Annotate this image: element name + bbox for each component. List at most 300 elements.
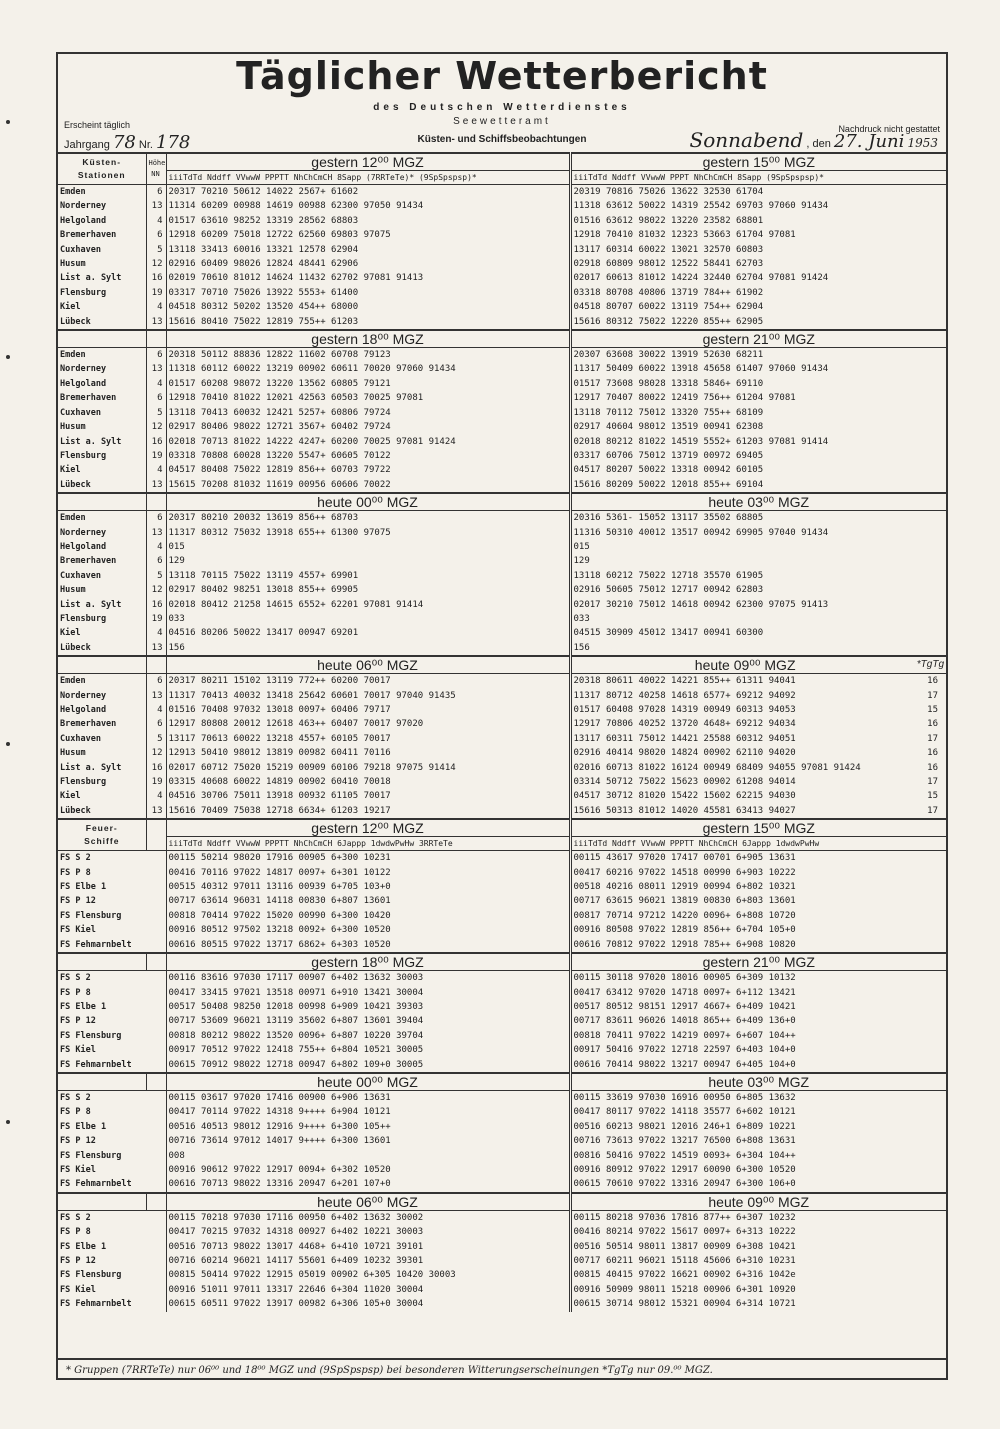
obs-left: 156 bbox=[166, 641, 570, 656]
table-row bbox=[58, 1149, 946, 1163]
section-title-right: gestern 21⁰⁰ MGZ bbox=[570, 953, 946, 971]
blank-cell bbox=[146, 1193, 166, 1211]
obs-right: 015 bbox=[573, 541, 590, 552]
table-row bbox=[58, 348, 946, 363]
obs-left: 00917 70512 97022 12418 755++ 6+804 10521 30005 bbox=[166, 1043, 570, 1057]
table-row bbox=[58, 1043, 946, 1057]
obs-right: 12917 70407 80022 12419 756++ 61204 97081 bbox=[573, 393, 796, 404]
obs-right: 11318 63612 50022 14319 25542 69703 97060 91434 bbox=[573, 201, 829, 212]
obs-right: 11316 50310 40012 13517 00942 69905 97040 91434 bbox=[573, 527, 829, 538]
station-name: Emden bbox=[58, 185, 146, 200]
ship-name: FS P 12 bbox=[58, 1254, 166, 1268]
station-height: 13 bbox=[146, 526, 166, 540]
section-title-left: gestern 18⁰⁰ MGZ bbox=[166, 330, 570, 348]
station-name: Kiel bbox=[58, 463, 146, 477]
obs-left: 00916 90612 97022 12917 0094+ 6+302 10520 bbox=[166, 1163, 570, 1177]
station-height: 13 bbox=[146, 641, 166, 656]
station-height: 6 bbox=[146, 674, 166, 689]
tgtg-value bbox=[910, 1000, 946, 1014]
section-title-right: gestern 15⁰⁰ MGZ bbox=[570, 819, 946, 837]
station-name: Helgoland bbox=[58, 214, 146, 228]
station-height: 6 bbox=[146, 348, 166, 363]
table-row bbox=[58, 478, 946, 493]
table-row bbox=[58, 986, 946, 1000]
ship-name: FS Fehmarnbelt bbox=[58, 938, 166, 953]
table-row bbox=[58, 804, 946, 819]
station-height: 6 bbox=[146, 391, 166, 405]
obs-left: 00516 40513 98012 12916 9++++ 6+300 105++ bbox=[166, 1120, 570, 1134]
table-row bbox=[58, 1163, 946, 1177]
blank-cell bbox=[58, 493, 146, 511]
obs-left: 00716 73614 97012 14017 9++++ 6+300 13601 bbox=[166, 1134, 570, 1148]
station-name: Norderney bbox=[58, 199, 146, 213]
obs-right: 03314 50712 75022 15623 00902 61208 94014 bbox=[573, 777, 796, 788]
table-row bbox=[58, 1240, 946, 1254]
table-row bbox=[58, 1225, 946, 1239]
table-row bbox=[58, 894, 946, 908]
station-name: Flensburg bbox=[58, 449, 146, 463]
obs-left: 00916 80512 97502 13218 0092+ 6+300 10520 bbox=[166, 923, 570, 937]
station-height: 4 bbox=[146, 540, 166, 554]
tgtg-value bbox=[910, 478, 946, 493]
table-row bbox=[58, 612, 946, 626]
tgtg-value: 16 bbox=[927, 748, 939, 759]
table-row bbox=[58, 257, 946, 271]
station-height: 13 bbox=[146, 362, 166, 376]
blank-cell bbox=[58, 656, 146, 674]
column-headers-left: iiiTdTd Nddff VVwwW PPPTT NhChCmCH 6Jappp 1dwdwPwHw 3RRTeTe bbox=[166, 837, 570, 851]
table-row bbox=[58, 1210, 946, 1225]
obs-right: 00115 33619 97030 16916 00950 6+805 13632 bbox=[573, 1092, 796, 1103]
tgtg-value bbox=[910, 1120, 946, 1134]
obs-left: 00115 50214 98020 17916 00905 6+300 10231 bbox=[166, 851, 570, 866]
station-name: Lübeck bbox=[58, 804, 146, 819]
obs-right: 02918 60809 98012 12522 58441 62703 bbox=[573, 259, 764, 270]
nr-value: 178 bbox=[156, 132, 191, 153]
date-den: , den bbox=[806, 138, 831, 150]
obs-left: 03317 70710 75026 13922 5553+ 61400 bbox=[166, 286, 570, 300]
obs-left: 12913 50410 98012 13819 00982 60411 70116 bbox=[166, 746, 570, 760]
obs-left: 00115 03617 97020 17416 00900 6+906 13631 bbox=[166, 1090, 570, 1105]
obs-left: 02017 60712 75020 15219 00909 60106 79218 97075 91414 bbox=[166, 761, 570, 775]
section-title-right: gestern 15⁰⁰ MGZ bbox=[570, 153, 946, 171]
obs-left: 04518 80312 50202 13520 454++ 68000 bbox=[166, 300, 570, 314]
year-value: 1953 bbox=[907, 136, 938, 150]
obs-left: 00515 40312 97011 13116 00939 6+705 103+0 bbox=[166, 880, 570, 894]
table-row bbox=[58, 689, 946, 703]
station-name: Norderney bbox=[58, 689, 146, 703]
section-title-right: heute 03⁰⁰ MGZ bbox=[570, 1073, 946, 1091]
station-name: Emden bbox=[58, 674, 146, 689]
station-name: Lübeck bbox=[58, 315, 146, 330]
blank-cell bbox=[58, 1193, 146, 1211]
obs-left: 00416 70116 97022 14817 0097+ 6+301 10122 bbox=[166, 866, 570, 880]
station-height: 16 bbox=[146, 761, 166, 775]
obs-right: 00717 83611 96026 14018 865++ 6+409 136+0 bbox=[573, 1016, 796, 1027]
ship-name: FS P 12 bbox=[58, 894, 166, 908]
ship-name: FS P 8 bbox=[58, 866, 166, 880]
table-row bbox=[58, 185, 946, 200]
obs-right: 00615 30714 98012 15321 00904 6+314 10721 bbox=[573, 1299, 796, 1310]
ship-name: FS S 2 bbox=[58, 971, 166, 986]
table-row bbox=[58, 540, 946, 554]
station-height: 4 bbox=[146, 300, 166, 314]
tgtg-value bbox=[910, 1177, 946, 1192]
station-name: List a. Sylt bbox=[58, 598, 146, 612]
obs-right: 20316 5361- 15052 13117 35502 68805 bbox=[573, 513, 764, 524]
obs-left: 20318 50112 88836 12822 11602 60708 79123 bbox=[166, 348, 570, 363]
station-name: Lübeck bbox=[58, 641, 146, 656]
tgtg-value bbox=[910, 435, 946, 449]
section-title-left: gestern 18⁰⁰ MGZ bbox=[166, 953, 570, 971]
obs-right: 00115 43617 97020 17417 00701 6+905 13631 bbox=[573, 853, 796, 864]
ship-name: FS S 2 bbox=[58, 851, 166, 866]
table-row bbox=[58, 391, 946, 405]
station-name: Husum bbox=[58, 257, 146, 271]
tgtg-value bbox=[910, 1134, 946, 1148]
obs-right: 15616 80209 50022 12018 855++ 69104 bbox=[573, 479, 764, 490]
obs-left: 129 bbox=[166, 554, 570, 568]
section-title-left: heute 00⁰⁰ MGZ bbox=[166, 1073, 570, 1091]
column-header-row bbox=[58, 171, 946, 185]
station-height: 4 bbox=[146, 377, 166, 391]
station-name: Cuxhaven bbox=[58, 569, 146, 583]
obs-right: 00416 80214 97022 15617 0097+ 6+313 10222 bbox=[573, 1227, 796, 1238]
table-row bbox=[58, 377, 946, 391]
station-height: 6 bbox=[146, 717, 166, 731]
table-row bbox=[58, 1297, 946, 1311]
tgtg-value bbox=[910, 1297, 946, 1311]
hoehe-label bbox=[146, 819, 166, 851]
section-title-right bbox=[570, 656, 946, 674]
tgtg-value bbox=[910, 1029, 946, 1043]
obs-right: 20307 63608 30022 13919 52630 68211 bbox=[573, 350, 764, 361]
coast-section-header bbox=[58, 153, 946, 171]
tgtg-value bbox=[910, 406, 946, 420]
station-height: 5 bbox=[146, 243, 166, 257]
tgtg-value bbox=[910, 243, 946, 257]
station-height: 12 bbox=[146, 420, 166, 434]
table-row bbox=[58, 1058, 946, 1073]
station-height: 19 bbox=[146, 286, 166, 300]
tgtg-value bbox=[910, 1268, 946, 1282]
tgtg-value bbox=[910, 1225, 946, 1239]
obs-left: 00517 50408 98250 12018 00998 6+909 10421 39303 bbox=[166, 1000, 570, 1014]
section-title-right-text: heute 09⁰⁰ MGZ bbox=[694, 657, 796, 674]
obs-right: 033 bbox=[573, 613, 590, 624]
subtitle-office: Seewetteramt bbox=[453, 116, 551, 127]
obs-left: 015 bbox=[166, 540, 570, 554]
obs-right: 01517 73608 98028 13318 5846+ 69110 bbox=[573, 378, 764, 389]
obs-left: 00516 70713 98022 13017 4468+ 6+410 10721 39101 bbox=[166, 1240, 570, 1254]
tgtg-value bbox=[910, 923, 946, 937]
station-name: List a. Sylt bbox=[58, 435, 146, 449]
station-height: 19 bbox=[146, 612, 166, 626]
obs-right: 01516 63612 98022 13220 23582 68801 bbox=[573, 215, 764, 226]
tgtg-value bbox=[910, 851, 946, 866]
tgtg-label: *TgTg bbox=[916, 659, 945, 671]
station-name: Emden bbox=[58, 511, 146, 526]
ship-name: FS S 2 bbox=[58, 1090, 166, 1105]
jahrgang-label: Jahrgang bbox=[64, 139, 110, 151]
ship-name: FS Kiel bbox=[58, 1283, 166, 1297]
ship-section-header bbox=[58, 953, 946, 971]
ship-name: FS P 8 bbox=[58, 1105, 166, 1119]
ship-name: FS P 8 bbox=[58, 986, 166, 1000]
station-name: Cuxhaven bbox=[58, 243, 146, 257]
tgtg-value: 17 bbox=[927, 777, 939, 788]
obs-right: 04515 30909 45012 13417 00941 60300 bbox=[573, 628, 764, 639]
obs-left: 15616 80410 75022 12819 755++ 61203 bbox=[166, 315, 570, 330]
table-row bbox=[58, 775, 946, 789]
obs-right: 00916 50909 98011 15218 00906 6+301 10920 bbox=[573, 1284, 796, 1295]
table-row bbox=[58, 923, 946, 937]
blank-cell bbox=[146, 656, 166, 674]
tgtg-value bbox=[910, 348, 946, 363]
tgtg-value bbox=[910, 257, 946, 271]
column-headers-right: iiiTdTd Nddff VVwwW PPPT NhChCmCH 8Sapp (9SpSpspsp)* bbox=[570, 171, 946, 185]
section-title-left: heute 06⁰⁰ MGZ bbox=[166, 656, 570, 674]
table-row bbox=[58, 1000, 946, 1014]
obs-left: 13118 70115 75022 13119 4557+ 69901 bbox=[166, 569, 570, 583]
obs-left: 00815 50414 97022 12915 05019 00902 6+305 10420 30003 bbox=[166, 1268, 570, 1282]
obs-right: 15616 50313 81012 14020 45581 63413 94027 bbox=[573, 805, 796, 816]
coast-section-header bbox=[58, 493, 946, 511]
obs-right: 15616 80312 75022 12220 855++ 62905 bbox=[573, 316, 764, 327]
table-row bbox=[58, 435, 946, 449]
weather-report-page bbox=[56, 52, 948, 1380]
tgtg-value bbox=[910, 1014, 946, 1028]
obs-left: 00916 51011 97011 13317 22646 6+304 11020 30004 bbox=[166, 1283, 570, 1297]
station-name: Helgoland bbox=[58, 540, 146, 554]
obs-right: 02916 40414 98020 14824 00902 62110 94020 bbox=[573, 748, 796, 759]
tgtg-value bbox=[910, 1210, 946, 1225]
obs-right: 00917 50416 97022 12718 22597 6+403 104+0 bbox=[573, 1045, 796, 1056]
obs-right: 04517 30712 81020 15422 15602 62215 94030 bbox=[573, 791, 796, 802]
station-name: List a. Sylt bbox=[58, 271, 146, 285]
station-name: Husum bbox=[58, 420, 146, 434]
obs-left: 00417 70114 97022 14318 9++++ 6+904 10121 bbox=[166, 1105, 570, 1119]
section-title-right: gestern 21⁰⁰ MGZ bbox=[570, 330, 946, 348]
obs-right: 156 bbox=[573, 642, 590, 653]
obs-right: 12917 70806 40252 13720 4648+ 69212 94034 bbox=[573, 719, 796, 730]
date-line bbox=[690, 128, 938, 152]
obs-right: 20318 80611 40022 14221 855++ 61311 94041 bbox=[573, 676, 796, 687]
station-height: 13 bbox=[146, 689, 166, 703]
station-name: Helgoland bbox=[58, 377, 146, 391]
ship-section-header bbox=[58, 1193, 946, 1211]
table-row bbox=[58, 703, 946, 717]
tgtg-value bbox=[910, 641, 946, 656]
station-height: 4 bbox=[146, 789, 166, 803]
obs-left: 13118 70413 60032 12421 5257+ 60806 79724 bbox=[166, 406, 570, 420]
tgtg-value bbox=[910, 286, 946, 300]
table-row bbox=[58, 1268, 946, 1282]
table-row bbox=[58, 938, 946, 953]
obs-left: 03318 70808 60028 13220 5547+ 60605 70122 bbox=[166, 449, 570, 463]
obs-left: 02019 70610 81012 14624 11432 62702 97081 91413 bbox=[166, 271, 570, 285]
ship-name: FS Fehmarnbelt bbox=[58, 1177, 166, 1192]
station-height: 4 bbox=[146, 703, 166, 717]
ship-name: FS Elbe 1 bbox=[58, 1240, 166, 1254]
table-row bbox=[58, 362, 946, 376]
table-row bbox=[58, 1177, 946, 1192]
obs-left: 12917 80808 20012 12618 463++ 60407 70017 97020 bbox=[166, 717, 570, 731]
tgtg-value bbox=[910, 1254, 946, 1268]
obs-left: 01517 60208 98072 13220 13562 60805 79121 bbox=[166, 377, 570, 391]
obs-right: 02018 80212 81022 14519 5552+ 61203 97081 91414 bbox=[573, 436, 829, 447]
tgtg-value bbox=[910, 866, 946, 880]
obs-right: 02016 60713 81022 16124 00949 68409 94055 97081 91424 bbox=[573, 762, 861, 773]
column-headers-left: iiiTdTd Nddff VVwwW PPPTT NhChCmCH 8Sapp (7RRTeTe)* (9SpSpspsp)* bbox=[166, 171, 570, 185]
tgtg-value bbox=[910, 1163, 946, 1177]
ship-name: FS P 8 bbox=[58, 1225, 166, 1239]
table-row bbox=[58, 199, 946, 213]
section-title-left: heute 06⁰⁰ MGZ bbox=[166, 1193, 570, 1211]
table-row bbox=[58, 641, 946, 656]
tgtg-value bbox=[910, 1043, 946, 1057]
ship-name: FS Flensburg bbox=[58, 909, 166, 923]
ship-name: FS Kiel bbox=[58, 1043, 166, 1057]
station-height: 6 bbox=[146, 228, 166, 242]
obs-right: 04518 80707 60022 13119 754++ 62904 bbox=[573, 302, 764, 313]
section-title-left: gestern 12⁰⁰ MGZ bbox=[166, 153, 570, 171]
tgtg-value bbox=[910, 938, 946, 953]
table-row bbox=[58, 228, 946, 242]
obs-left: 00616 70713 98022 13316 20947 6+201 107+0 bbox=[166, 1177, 570, 1192]
obs-left: 11318 60112 60022 13219 00902 60611 70020 97060 91434 bbox=[166, 362, 570, 376]
station-height: 13 bbox=[146, 315, 166, 330]
tgtg-value bbox=[910, 315, 946, 330]
obs-right: 00916 80912 97022 12917 60090 6+300 10520 bbox=[573, 1164, 796, 1175]
obs-right: 00115 30118 97020 18016 00905 6+309 10132 bbox=[573, 973, 796, 984]
obs-right: 02017 30210 75012 14618 00942 62300 97075 91413 bbox=[573, 599, 829, 610]
tgtg-value: 17 bbox=[927, 805, 939, 816]
obs-left: 04516 80206 50022 13417 00947 69201 bbox=[166, 626, 570, 640]
obs-left: 00116 83616 97030 17117 00907 6+402 13632 30003 bbox=[166, 971, 570, 986]
table-row bbox=[58, 789, 946, 803]
obs-right: 00615 70610 97022 13316 20947 6+300 106+0 bbox=[573, 1179, 796, 1190]
tgtg-value bbox=[910, 185, 946, 200]
table-row bbox=[58, 1254, 946, 1268]
obs-left: 00417 70215 97032 14318 00927 6+402 10221 30003 bbox=[166, 1225, 570, 1239]
table-row bbox=[58, 449, 946, 463]
column-header-row bbox=[58, 837, 946, 851]
tgtg-value bbox=[910, 540, 946, 554]
table-row bbox=[58, 511, 946, 526]
tgtg-value bbox=[910, 300, 946, 314]
tgtg-value bbox=[910, 909, 946, 923]
obs-left: 04516 30706 75011 13918 00932 61105 70017 bbox=[166, 789, 570, 803]
obs-right: 00616 70812 97022 12918 785++ 6+908 10820 bbox=[573, 939, 796, 950]
tgtg-value: 17 bbox=[927, 690, 939, 701]
obs-left: 008 bbox=[166, 1149, 570, 1163]
obs-right: 13117 60311 75012 14421 25588 60312 94051 bbox=[573, 733, 796, 744]
table-row bbox=[58, 717, 946, 731]
table-row bbox=[58, 214, 946, 228]
table-row bbox=[58, 569, 946, 583]
obs-right: 00717 60211 96021 15118 45606 6+310 10231 bbox=[573, 1256, 796, 1266]
obs-left: 00615 60511 97022 13917 00982 6+306 105+0 30004 bbox=[166, 1297, 570, 1311]
obs-right: 11317 50409 60022 13918 45658 61407 97060 91434 bbox=[573, 364, 829, 375]
tgtg-value bbox=[910, 463, 946, 477]
tgtg-value bbox=[910, 214, 946, 228]
obs-right: 11317 80712 40258 14618 6577+ 69212 94092 bbox=[573, 690, 796, 701]
station-name: Flensburg bbox=[58, 286, 146, 300]
column-headers-right: iiiTdTd Nddff VVwwW PPPTT NhChCmCH 6Jappp 1dwdwPwHw bbox=[570, 837, 946, 851]
coast-section-header bbox=[58, 330, 946, 348]
obs-right: 00818 70411 97022 14219 0097+ 6+607 104++ bbox=[573, 1030, 796, 1041]
table-row bbox=[58, 909, 946, 923]
table-row bbox=[58, 420, 946, 434]
station-name: Bremerhaven bbox=[58, 228, 146, 242]
ship-name: FS Flensburg bbox=[58, 1268, 166, 1282]
obs-left: 033 bbox=[166, 612, 570, 626]
station-height: 19 bbox=[146, 449, 166, 463]
table-row bbox=[58, 626, 946, 640]
obs-right: 00616 70414 98022 13217 00947 6+405 104+0 bbox=[573, 1059, 796, 1070]
tgtg-value bbox=[910, 1240, 946, 1254]
obs-left: 01516 70408 97032 13018 0097+ 60406 79717 bbox=[166, 703, 570, 717]
obs-right: 00517 80512 98151 12917 4667+ 6+409 10421 bbox=[573, 1001, 796, 1012]
tgtg-value: 15 bbox=[927, 791, 939, 802]
obs-right: 00417 60216 97022 14518 00990 6+903 10222 bbox=[573, 867, 796, 878]
obs-right: 12918 70410 81032 12323 53663 61704 97081 bbox=[573, 230, 796, 241]
station-name: Flensburg bbox=[58, 775, 146, 789]
table-row bbox=[58, 463, 946, 477]
tgtg-value bbox=[910, 598, 946, 612]
blank-cell bbox=[146, 493, 166, 511]
page-title: Täglicher Wetterbericht bbox=[236, 54, 768, 98]
tgtg-value bbox=[910, 971, 946, 986]
tgtg-value bbox=[910, 583, 946, 597]
tgtg-value bbox=[910, 377, 946, 391]
kuesten-label: Küsten- Stationen bbox=[58, 153, 146, 185]
table-row bbox=[58, 554, 946, 568]
obs-right: 00815 40415 97022 16621 00902 6+316 1042e bbox=[573, 1270, 796, 1281]
ship-name: FS Flensburg bbox=[58, 1029, 166, 1043]
tgtg-value bbox=[910, 554, 946, 568]
obs-right: 00817 70714 97212 14220 0096+ 6+808 10720 bbox=[573, 910, 796, 921]
jahrgang-value: 78 bbox=[112, 132, 136, 153]
station-name: List a. Sylt bbox=[58, 761, 146, 775]
tgtg-value bbox=[910, 880, 946, 894]
tgtg-value bbox=[910, 511, 946, 526]
tgtg-value bbox=[910, 420, 946, 434]
station-name: Flensburg bbox=[58, 612, 146, 626]
obs-left: 12918 60209 75018 12722 62560 69803 97075 bbox=[166, 228, 570, 242]
station-height: 16 bbox=[146, 598, 166, 612]
table-row bbox=[58, 315, 946, 330]
blank-cell bbox=[58, 953, 146, 971]
blank-cell bbox=[146, 953, 166, 971]
obs-left: 20317 70210 50612 14022 2567+ 61602 bbox=[166, 185, 570, 200]
table-row bbox=[58, 880, 946, 894]
section-title-right: heute 03⁰⁰ MGZ bbox=[570, 493, 946, 511]
station-name: Bremerhaven bbox=[58, 554, 146, 568]
table-row bbox=[58, 746, 946, 760]
obs-right: 13117 60314 60022 13021 32570 60803 bbox=[573, 244, 764, 255]
station-name: Cuxhaven bbox=[58, 406, 146, 420]
table-row bbox=[58, 526, 946, 540]
observation-table bbox=[58, 152, 946, 1312]
obs-right: 00716 73613 97022 13217 76500 6+808 13631 bbox=[573, 1136, 796, 1147]
obs-left: 11314 60209 00988 14619 00988 62300 97050 91434 bbox=[166, 199, 570, 213]
station-name: Lübeck bbox=[58, 478, 146, 493]
obs-left: 00716 60214 96021 14117 55601 6+409 10232 39301 bbox=[166, 1254, 570, 1268]
ship-name: FS S 2 bbox=[58, 1210, 166, 1225]
tgtg-value bbox=[910, 1105, 946, 1119]
